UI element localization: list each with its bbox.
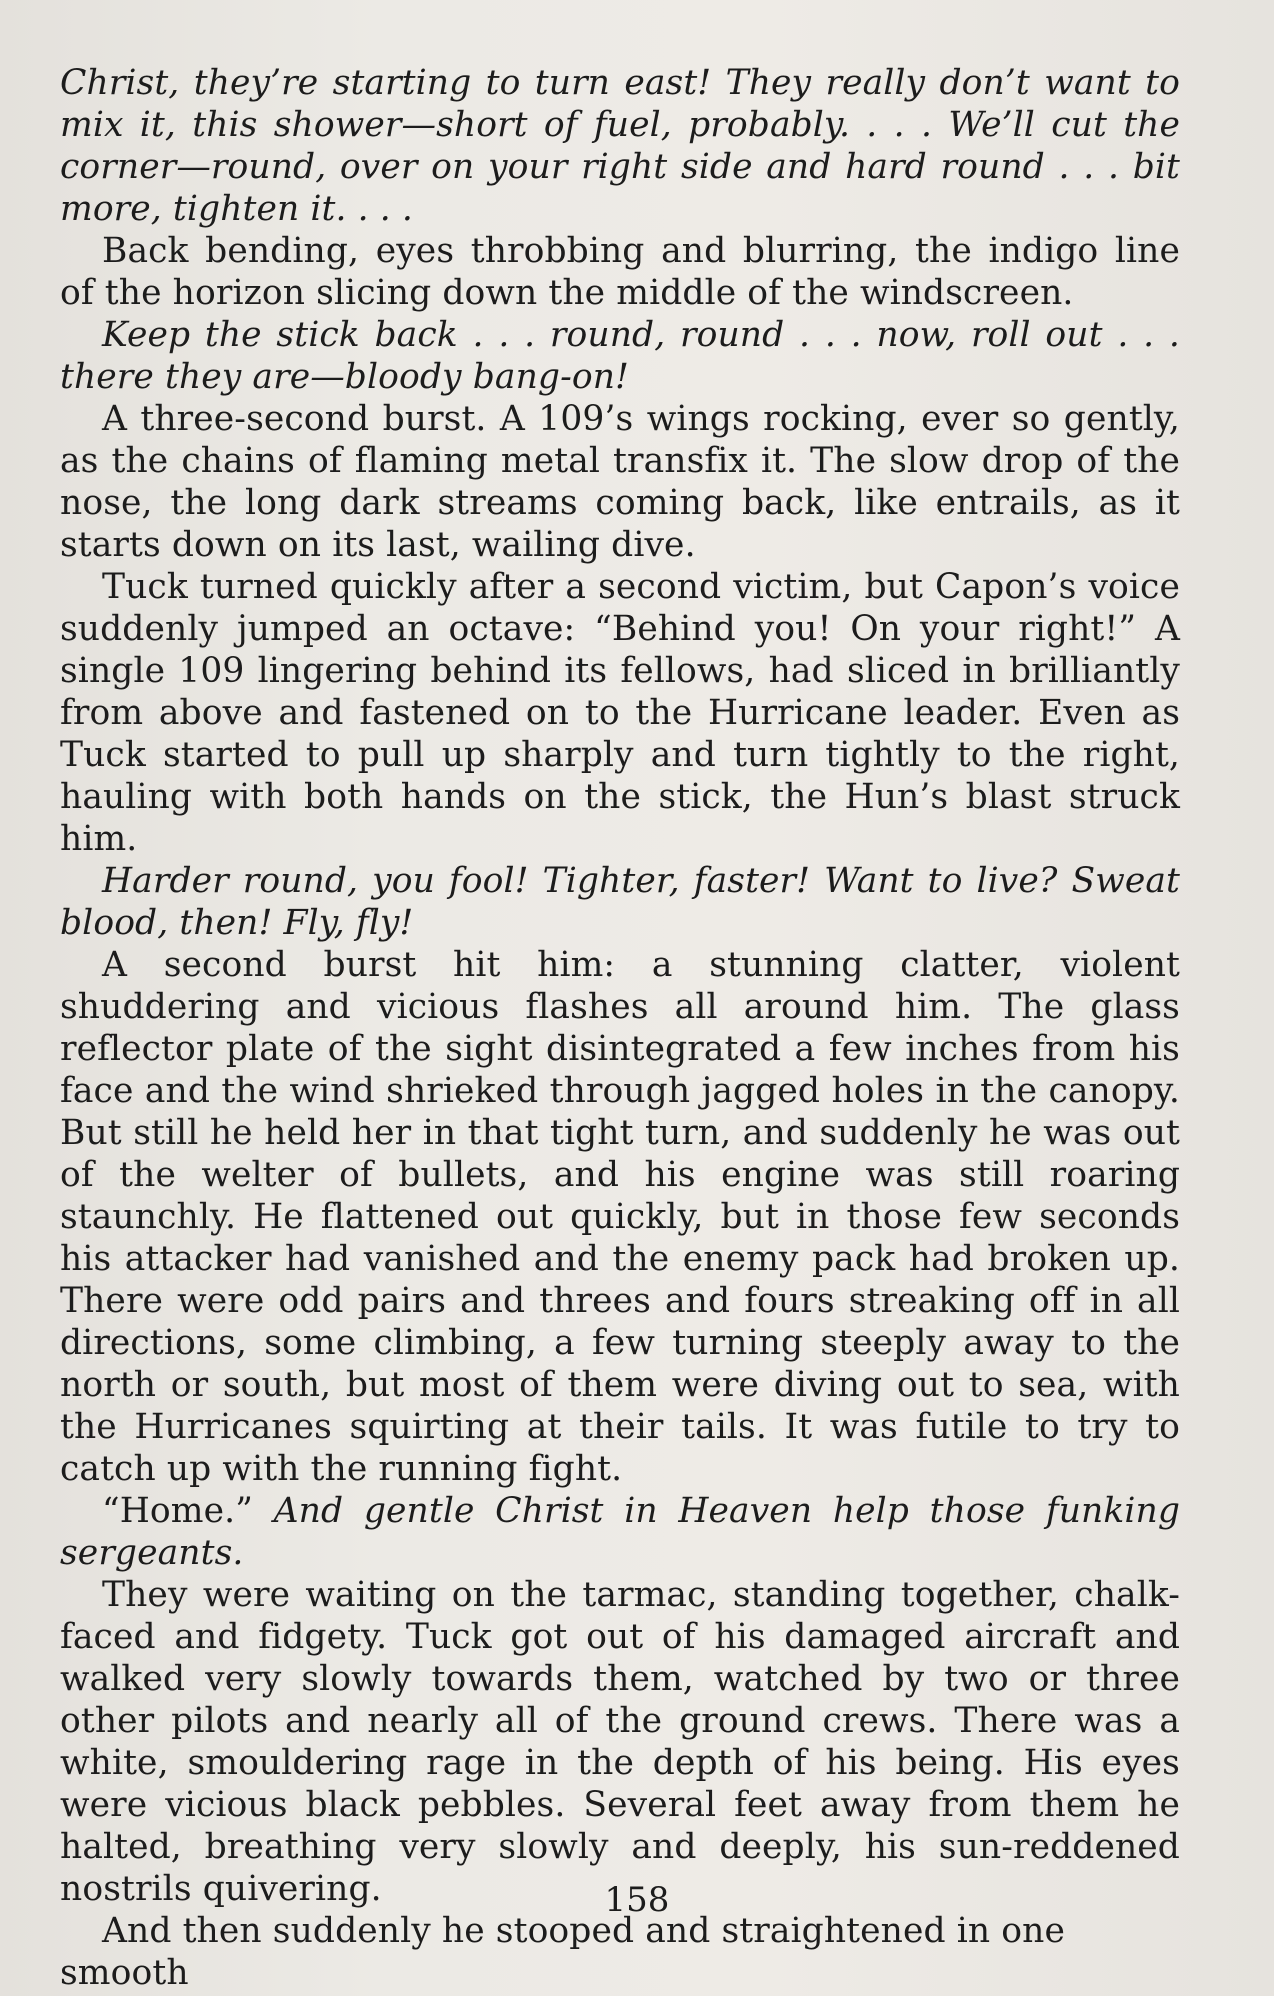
paragraph-p2: [60, 230, 1180, 314]
text-run: Back bending, eyes throbbing and blurring, the indigo line of the horizon slicing down the middle of the windscreen.: [60, 231, 1180, 313]
page-number: 158: [604, 1880, 670, 1920]
paragraph-p6: [60, 860, 1180, 944]
paragraph-p7: [60, 944, 1180, 1490]
paragraph-p1: [60, 62, 1180, 230]
italic-run: Harder round, you fool! Tighter, faster! Want to live? Sweat blood, then! Fly, fly!: [60, 861, 1180, 943]
paragraph-p10: [60, 1910, 1180, 1994]
italic-run: Keep the stick back . . . round, round . . . now, roll out . . . there they are—bloody bang-on!: [60, 315, 1180, 397]
text-run: “Home.”: [102, 1491, 274, 1531]
paragraph-p8: [60, 1490, 1180, 1574]
italic-run: And gentle Christ in Heaven help those funking sergeants.: [60, 1491, 1181, 1573]
text-run: Tuck turned quickly after a second victim, but Capon’s voice suddenly jumped an octave: “Behind you! On your right!” A single 109 lingering behind its fellows, had sliced in brilliantly from above and fastened on to the Hurricane leader. Even as Tuck started to pull up sharply and turn tightly to the right, hauling with both hands on the stick, the Hun’s blast struck him.: [60, 567, 1180, 859]
paragraph-p3: [60, 314, 1180, 398]
italic-run: Christ, they’re starting to turn east! They really don’t want to mix it, this shower—short of fuel, probably. . . . We’ll cut the corner—round, over on your right side and hard round . . . bit more, tighten it. . . .: [60, 63, 1180, 229]
paragraph-p5: [60, 566, 1180, 860]
body-text: [60, 62, 1180, 1994]
paragraph-p9: [60, 1574, 1180, 1910]
text-run: A second burst hit him: a stunning clatter, violent shuddering and vicious flashes all around him. The glass reflector plate of the sight disintegrated a few inches from his face and the wind shrieked through jagged holes in the canopy. But still he held her in that tight turn, and suddenly he was out of the welter of bullets, and his engine was still roaring staunchly. He flattened out quickly, but in those few seconds his attacker had vanished and the enemy pack had broken up. There were odd pairs and threes and fours streaking off in all directions, some climbing, a few turning steeply away to the north or south, but most of them were diving out to sea, with the Hurricanes squirting at their tails. It was futile to try to catch up with the running fight.: [60, 945, 1180, 1489]
paragraph-p4: [60, 398, 1180, 566]
text-run: They were waiting on the tarmac, standing together, chalk-faced and fidgety. Tuck got out of his damaged aircraft and walked very slowly towards them, watched by two or three other pilots and nearly all of the ground crews. There was a white, smouldering rage in the depth of his being. His eyes were vicious black pebbles. Several feet away from them he halted, breathing very slowly and deeply, his sun-reddened nostrils quivering.: [60, 1575, 1180, 1909]
text-run: And then suddenly he stooped and straightened in one smooth: [60, 1911, 1065, 1993]
text-run: A three-second burst. A 109’s wings rocking, ever so gently, as the chains of flaming metal transfix it. The slow drop of the nose, the long dark streams coming back, like entrails, as it starts down on its last, wailing dive.: [60, 399, 1180, 565]
